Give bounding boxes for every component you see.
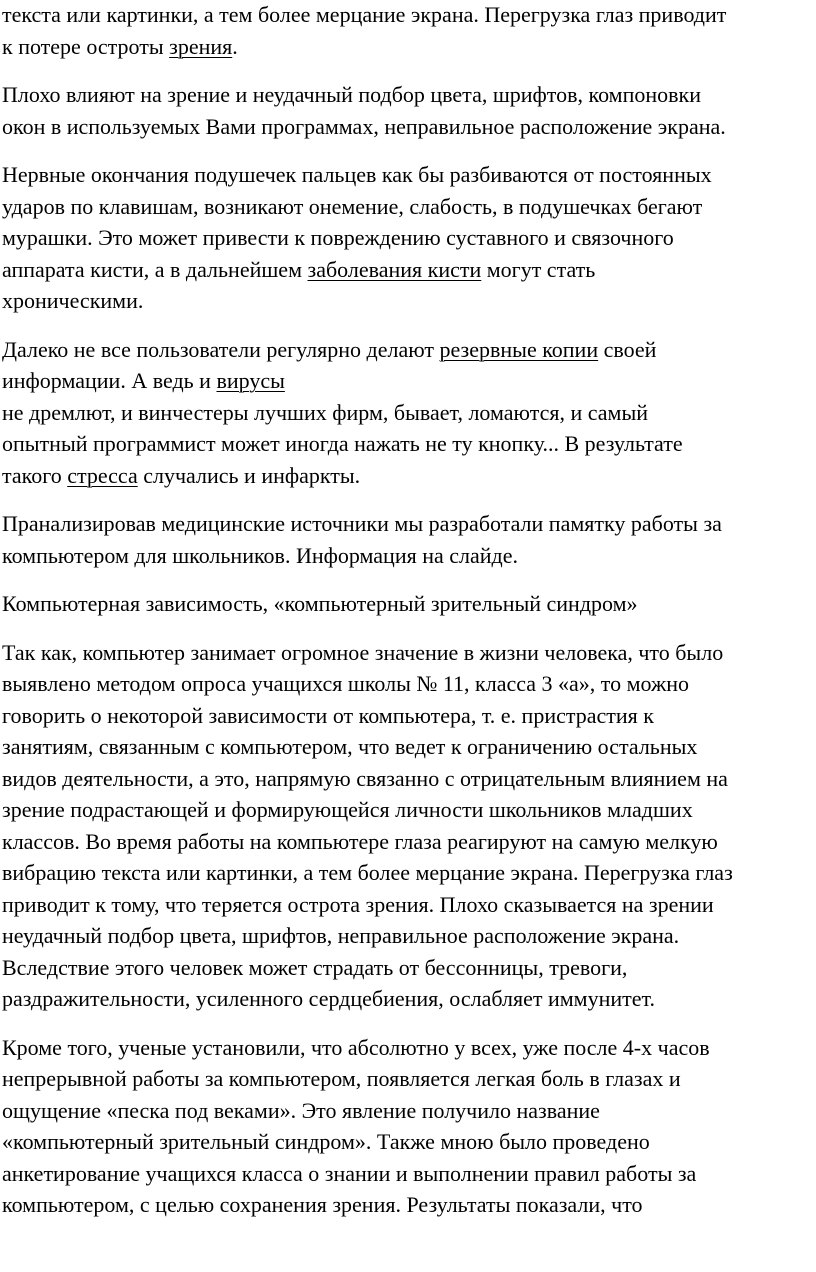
hyperlink[interactable]: стресса	[67, 462, 138, 488]
paragraph-text: Пранализировав медицинские источники мы разработали памятку работы за компьютером для школьников. Информация на слайде.	[2, 511, 722, 568]
paragraph	[0, 159, 816, 317]
paragraph-text: Компьютерная зависимость, «компьютерный зрительный синдром»	[2, 591, 638, 616]
paragraph-text: не дремлют, и винчестеры лучших фирм, бывает, ломаются, и самый опытный программист может иногда нажать не ту кнопку... В результате такого	[2, 399, 683, 488]
paragraph-text: Далеко не все пользователи регулярно делают	[2, 336, 440, 362]
paragraph-text: могут стать хроническими.	[2, 256, 596, 313]
hyperlink[interactable]: резервные копии	[439, 336, 599, 362]
hyperlink[interactable]: заболевания кисти	[307, 256, 482, 282]
hyperlink[interactable]: зрения	[169, 33, 233, 59]
paragraph	[0, 637, 816, 1015]
paragraph-text: Кроме того, ученые установили, что абсолютно у всех, уже после 4-х часов непрерывной работы за компьютером, появляется легкая боль в глазах и ощущение «песка под веками». Это явление получило название «компьютерный зрительный синдром». Также мною было проведено анкетирование учащихся класса о знании и выполнении правил работы за компьютером, с целью сохранения зрения. Результаты показали, что	[2, 1034, 710, 1217]
paragraph	[0, 508, 816, 571]
paragraph-text: случались и инфаркты.	[137, 462, 361, 488]
paragraph	[0, 79, 816, 142]
paragraph-text: Так как, компьютер занимает огромное значение в жизни человека, что было выявлено методом опроса учащихся школы № 11, класса 3 «а», то можно говорить о некоторой зависимости от компьютера, т. е. пристрастия к занятиям, связанным с компьютером, что ведет к ограничению остальных видов деятельности, а это, напрямую связанно с отрицательным влиянием на зрение подрастающей и формирующейся личности школьников младших классов. Во время работы на компьютере глаза реагируют на самую мелкую вибрацию текста или картинки, а тем более мерцание экрана. Перегрузка глаз приводит к тому, что теряется острота зрения. Плохо сказывается на зрении неудачный подбор цвета, шрифтов, неправильное расположение экрана. Вследствие этого человек может страдать от бессонницы, тревоги, раздражительности, усиленного сердцебиения, ослабляет иммунитет.	[2, 639, 733, 1011]
paragraph-text: .	[232, 33, 238, 59]
paragraph	[0, 0, 816, 62]
hyperlink[interactable]: вирусы	[216, 368, 285, 393]
paragraph-text: текста или картинки, а тем более мерцание экрана. Перегрузка глаз приводит к потере остроты	[2, 2, 727, 59]
paragraph-text: Плохо влияют на зрение и неудачный подбор цвета, шрифтов, компоновки окон в используемых Вами программах, неправильное расположение экрана.	[2, 82, 726, 139]
paragraph	[0, 588, 816, 620]
paragraph	[0, 334, 816, 492]
paragraph-text: своей информации. А ведь и	[2, 336, 657, 393]
paragraph-text: Нервные окончания подушечек пальцев как бы разбиваются от постоянных ударов по клавишам, возникают онемение, слабость, в подушечках бегают мурашки. Это может привести к повреждению суставного и связочного аппарата кисти, а в дальнейшем	[2, 162, 712, 282]
paragraph	[0, 1032, 816, 1221]
